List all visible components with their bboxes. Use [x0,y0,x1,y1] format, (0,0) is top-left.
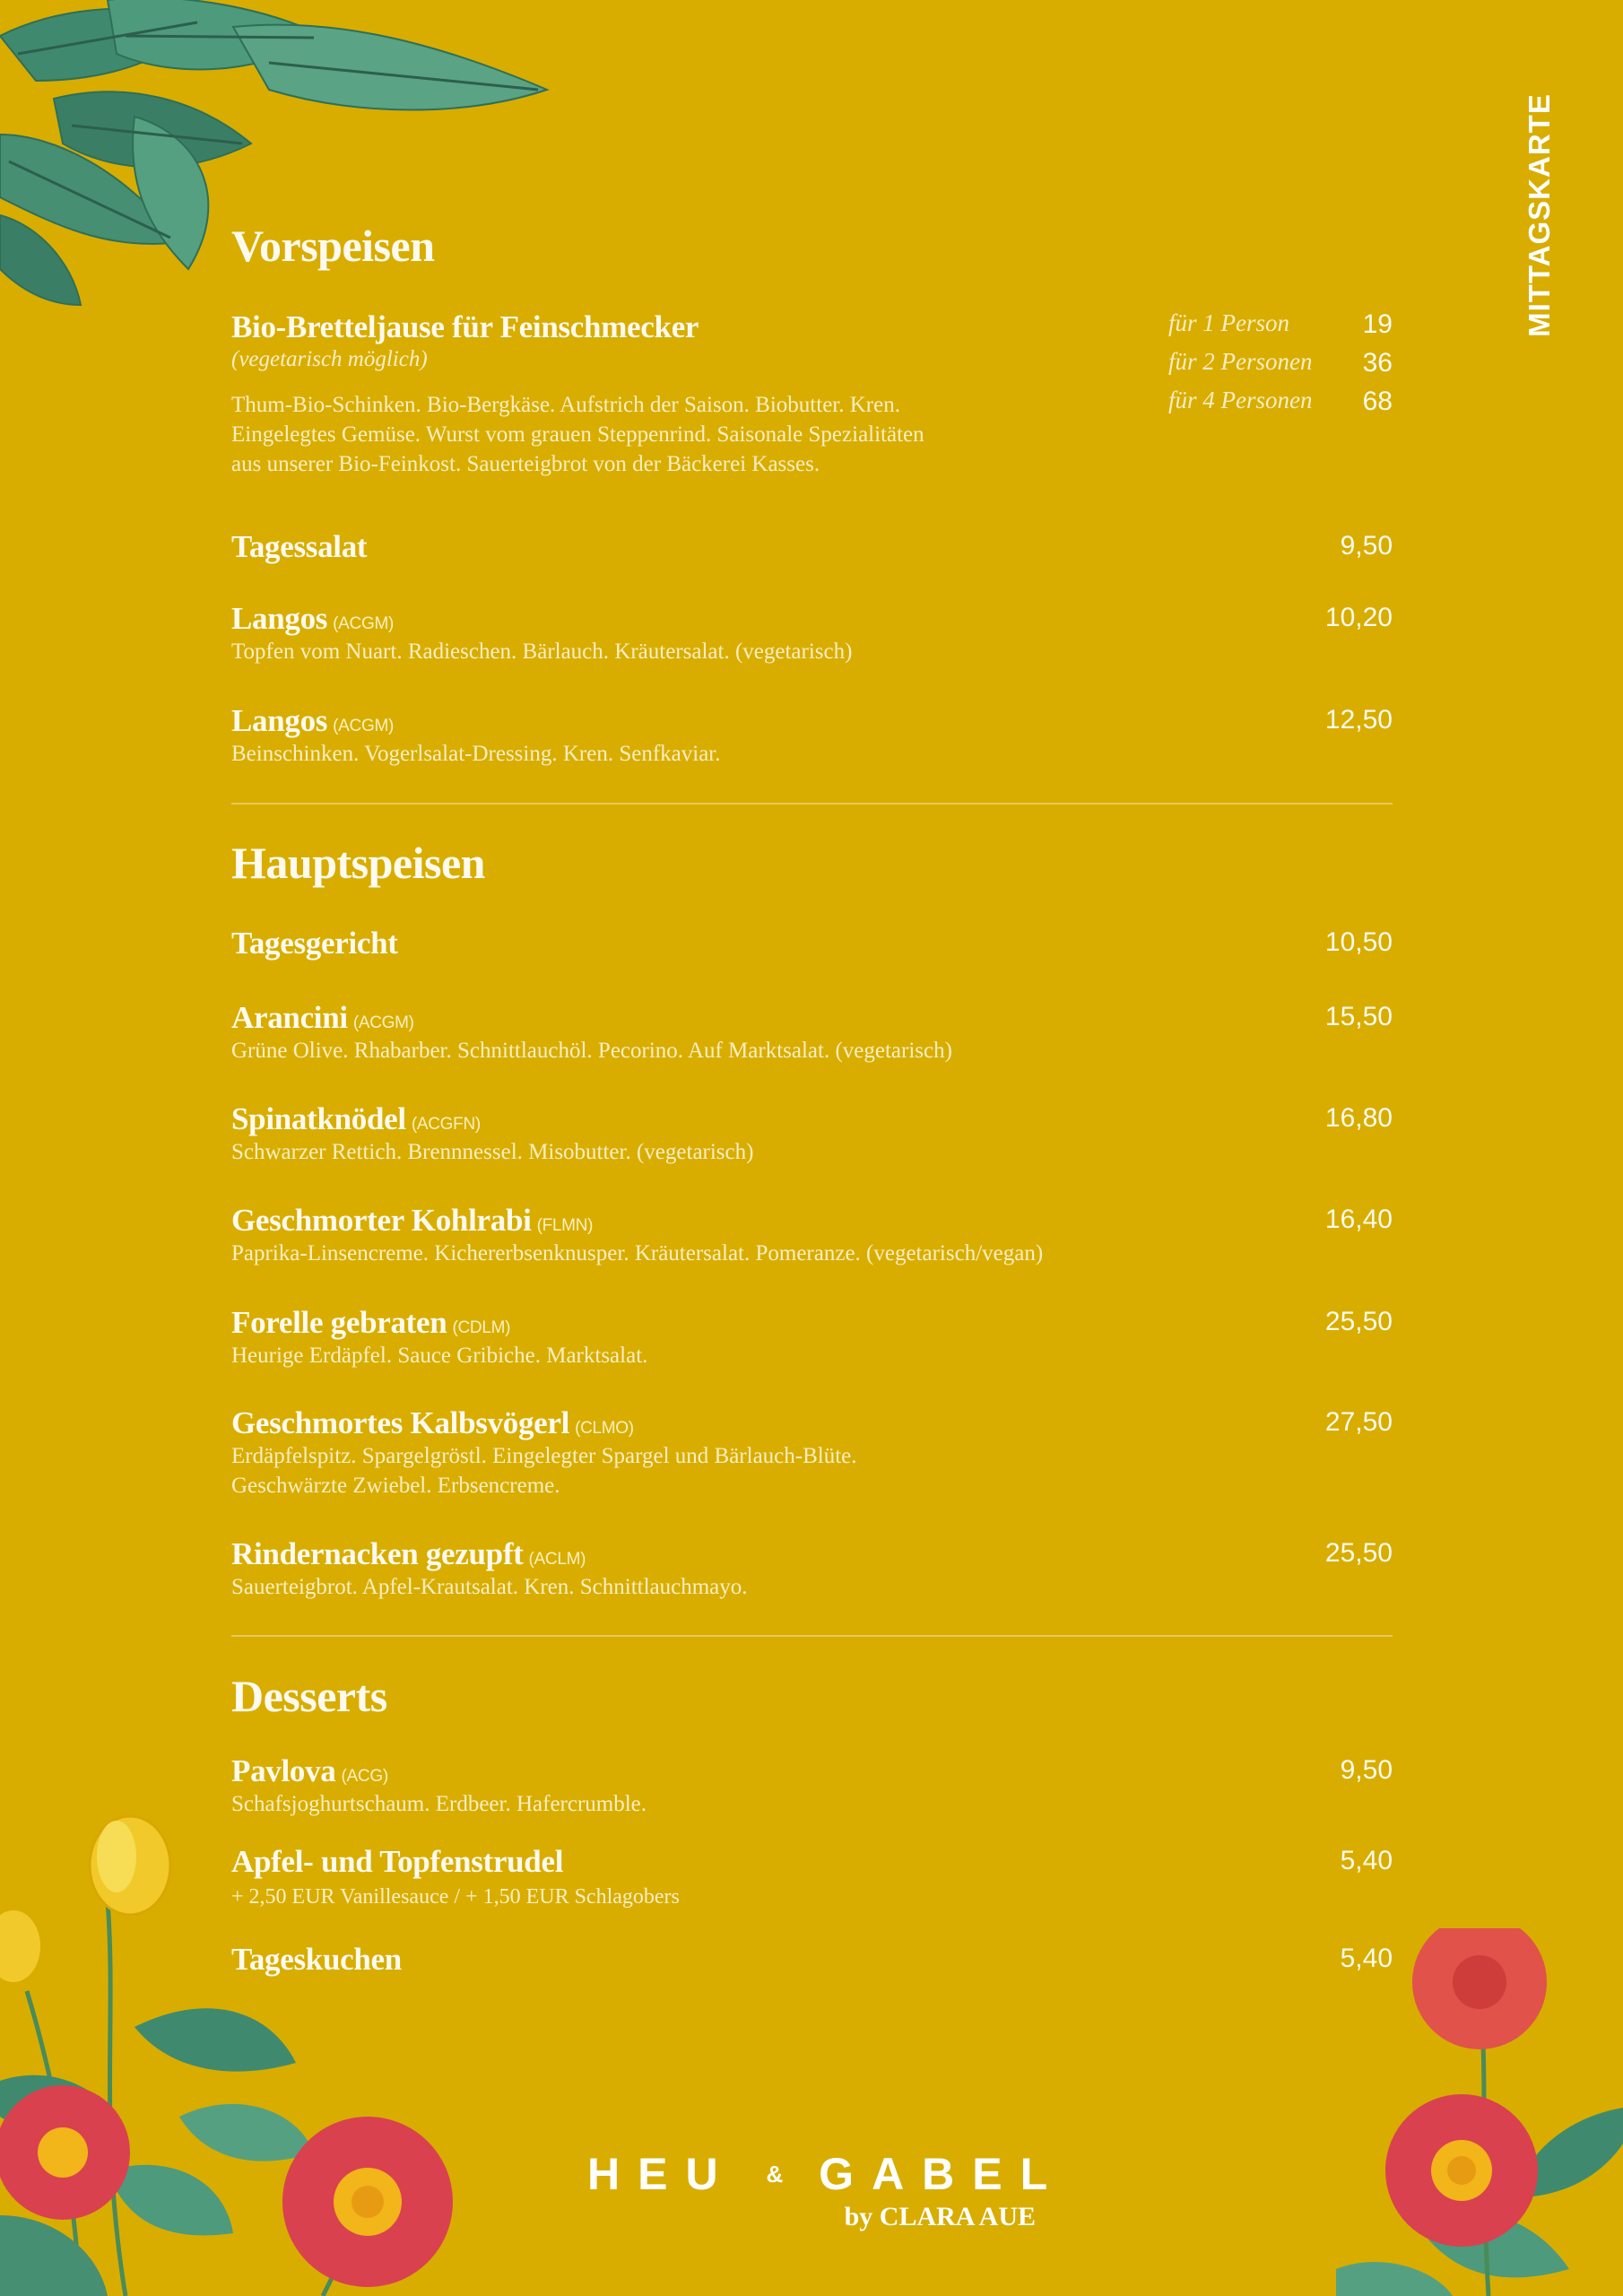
portion-row [1168,348,1393,387]
menu-item [231,1203,1393,1268]
logo-wordmark [587,2148,1066,2200]
menu-item [231,1753,1393,1819]
item-name: Tagessalat [231,529,368,564]
menu-content [231,0,1393,2296]
allergen-codes: (CDLM) [452,1318,511,1337]
menu-item [231,1305,1393,1370]
menu-item [231,926,1393,961]
portion-table [1168,309,1393,425]
item-name: Tageskuchen [231,1942,402,1977]
menu-item [231,1844,1393,1909]
allergen-codes: (ACGM) [352,1013,414,1032]
item-price: 25,50 [1324,1307,1393,1336]
item-price: 15,50 [1324,1002,1393,1031]
menu-item [231,1000,1393,1065]
item-price: 9,50 [1340,531,1393,561]
menu-item [231,529,1393,565]
menu-item [231,1942,1393,1978]
item-desc-line-2: Geschwärzte Zwiebel. Erbsencreme. [231,1474,560,1498]
menu-item-featured [231,309,1393,479]
item-name: Apfel- und Topfenstrudel [231,1844,564,1879]
item-price: 16,80 [1324,1103,1393,1133]
item-note: (vegetarisch möglich) [231,347,428,371]
item-name: Forelle gebraten [231,1305,447,1340]
allergen-codes: (FLMN) [536,1216,594,1235]
item-desc: Grüne Olive. Rhabarber. Schnittlauchöl. Pecorino. Auf Marktsalat. (vegetarisch) [231,1039,952,1063]
brand-logo [587,2148,1066,2231]
logo-ampersand: & [766,2161,789,2187]
divider [231,803,1393,804]
section-title-starters: Vorspeisen [231,221,435,271]
item-desc: Erdäpfelspitz. Spargelgröstl. Eingelegter Spargel und Bärlauch-Blüte. [231,1444,857,1468]
item-name: Geschmortes Kalbsvögerl [231,1405,570,1440]
item-price: 5,40 [1340,1846,1393,1875]
item-price: 10,50 [1324,927,1393,957]
item-desc: Topfen vom Nuart. Radieschen. Bärlauch. Kräutersalat. (vegetarisch) [231,639,853,664]
item-name: Tagesgericht [231,926,398,961]
allergen-codes: (ACGM) [333,614,394,633]
section-title-mains: Hauptspeisen [231,838,485,888]
section-title-desserts: Desserts [231,1671,387,1721]
portion-row [1168,309,1393,348]
item-extra: + 2,50 EUR Vanillesauce / + 1,50 EUR Schlagobers [231,1885,680,1909]
item-name: Arancini [231,1000,348,1035]
item-name: Pavlova [231,1753,336,1788]
side-label-text: MITTAGSKARTE [1523,93,1556,337]
portion-label: für 1 Person [1168,309,1289,336]
portion-price: 68 [1362,387,1393,416]
portion-label: für 4 Personen [1168,387,1313,413]
divider [231,1635,1393,1637]
item-name: Rindernacken gezupft [231,1536,524,1571]
menu-item [231,703,1393,769]
allergen-codes: (ACGM) [333,717,394,735]
portion-row [1168,387,1393,425]
menu-item [231,1536,1393,1602]
item-desc: Sauerteigbrot. Apfel-Krautsalat. Kren. Schnittlauchmayo. [231,1575,748,1599]
item-name: Langos [231,601,328,636]
menu-item [231,1405,1393,1500]
item-price: 16,40 [1324,1205,1393,1234]
logo-word-2: GABEL [819,2149,1066,2199]
item-desc: Heurige Erdäpfel. Sauce Gribiche. Marktsalat. [231,1344,648,1368]
item-name: Langos [231,703,328,738]
menu-item [231,601,1393,666]
allergen-codes: (CLMO) [575,1419,634,1438]
logo-subtitle: by CLARA AUE [844,2202,1036,2231]
portion-label: für 2 Personen [1168,348,1313,375]
item-price: 27,50 [1324,1407,1393,1437]
item-desc: Schwarzer Rettich. Brennnessel. Misobutter. (vegetarisch) [231,1140,754,1164]
allergen-codes: (ACLM) [528,1550,586,1569]
allergen-codes: (ACGFN) [411,1115,481,1134]
item-desc-line-2: Eingelegtes Gemüse. Wurst vom grauen Steppenrind. Saisonale Spezialitäten [231,422,924,447]
item-price: 25,50 [1324,1538,1393,1568]
side-label [1522,81,1558,350]
menu-item [231,1101,1393,1167]
logo-word-1: HEU [587,2149,736,2199]
portion-price: 36 [1362,348,1393,378]
item-name: Geschmorter Kohlrabi [231,1203,532,1238]
item-price: 5,40 [1340,1944,1393,1973]
item-desc: Paprika-Linsencreme. Kichererbsenknusper. Kräutersalat. Pomeranze. (vegetarisch/vegan) [231,1241,1044,1265]
item-desc: Schafsjoghurtschaum. Erdbeer. Hafercrumble. [231,1792,647,1816]
item-price: 10,20 [1324,603,1393,632]
item-desc-line-1: Thum-Bio-Schinken. Bio-Bergkäse. Aufstrich der Saison. Biobutter. Kren. [231,393,900,417]
portion-price: 19 [1362,309,1393,339]
item-desc-line-3: aus unserer Bio-Feinkost. Sauerteigbrot von der Bäckerei Kasses. [231,452,820,476]
item-price: 9,50 [1340,1755,1393,1785]
item-desc: Beinschinken. Vogerlsalat-Dressing. Kren. Senfkaviar. [231,742,721,766]
allergen-codes: (ACG) [341,1767,388,1786]
item-name: Spinatknödel [231,1101,406,1136]
item-price: 12,50 [1324,705,1393,735]
item-name: Bio-Bretteljause für Feinschmecker [231,309,699,344]
